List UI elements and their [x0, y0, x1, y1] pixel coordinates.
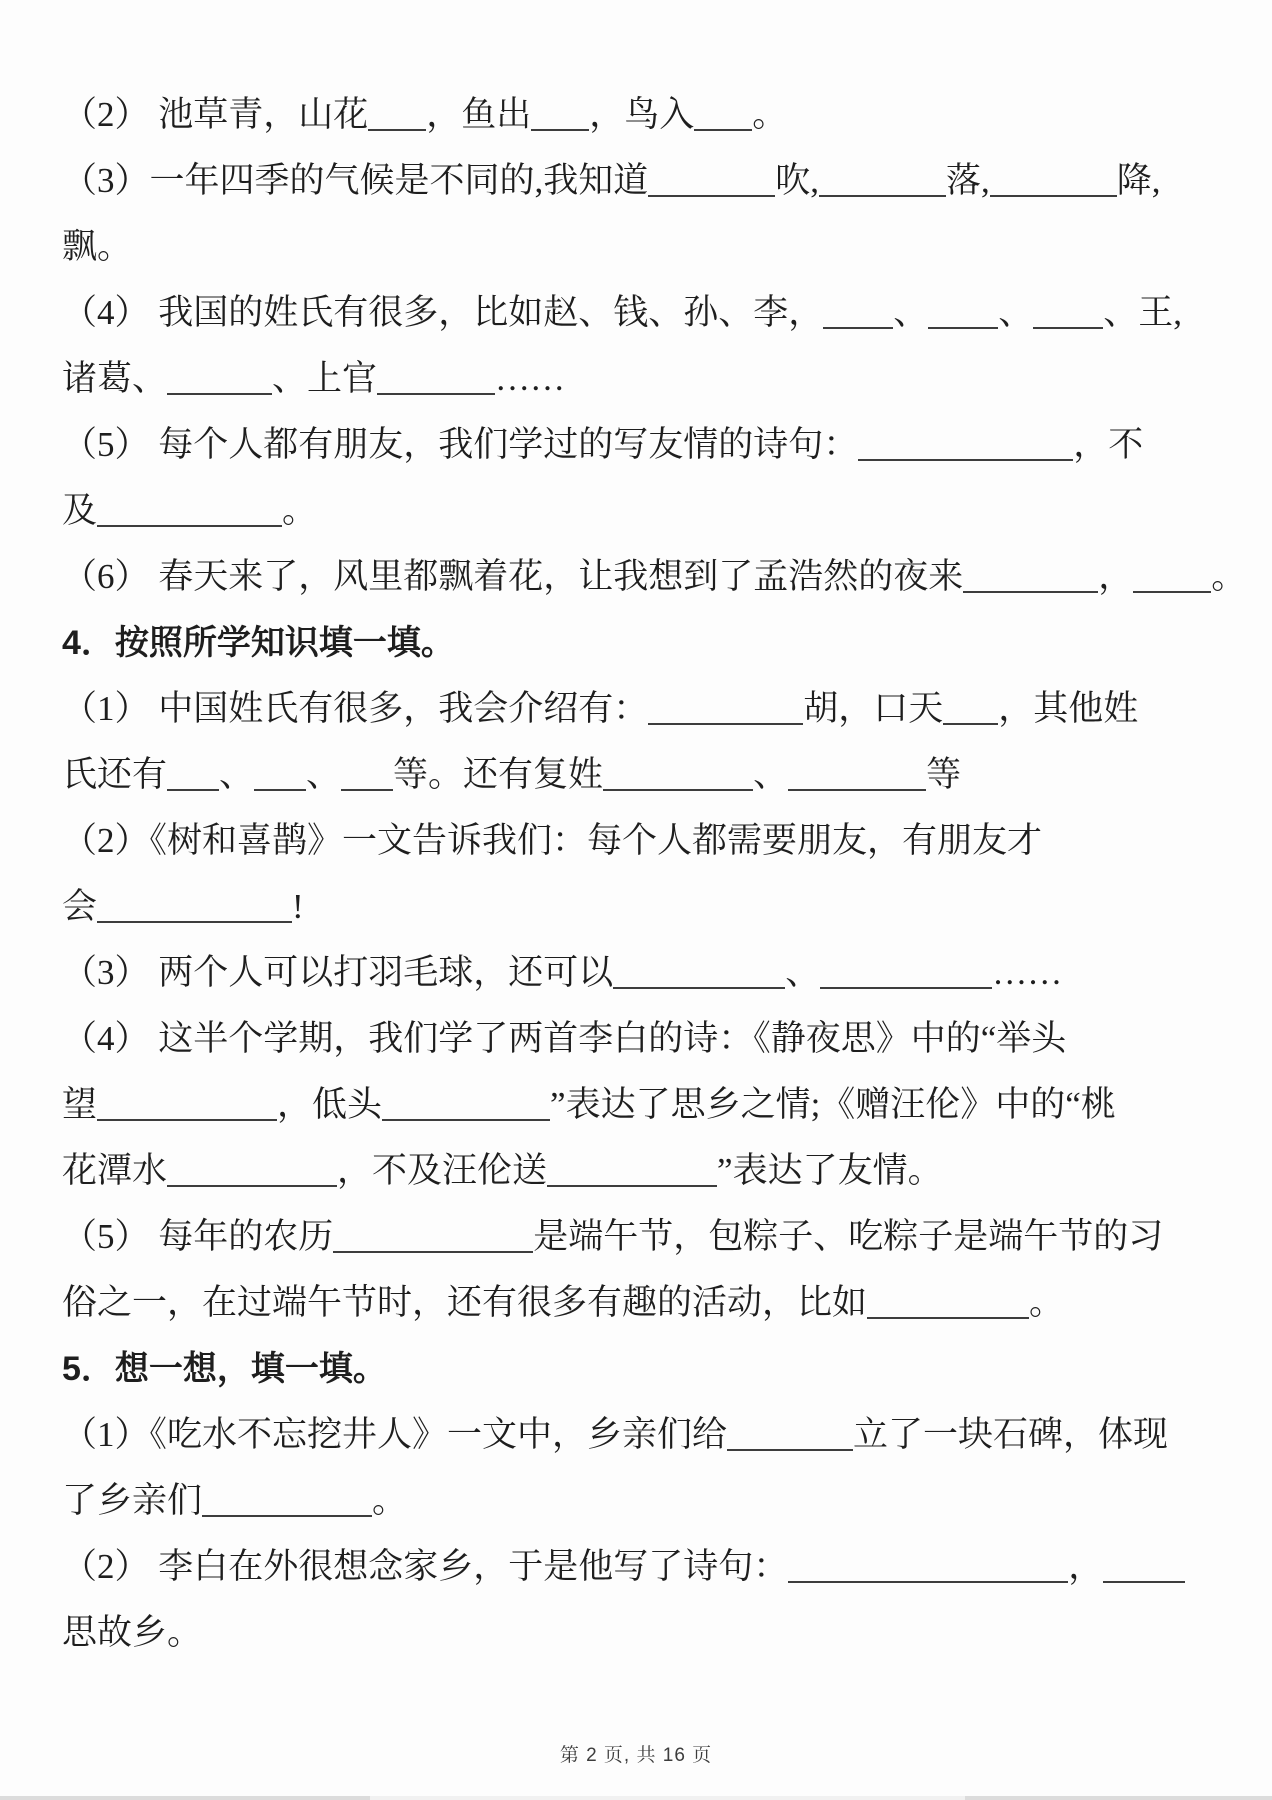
answer-blank	[727, 1419, 853, 1451]
question-line	[62, 1281, 1242, 1347]
question-line	[62, 555, 1247, 621]
answer-blank	[648, 165, 775, 197]
answer-blank	[928, 297, 998, 329]
question-line	[62, 1611, 1242, 1677]
question-line	[62, 819, 1242, 885]
question-line	[62, 489, 1242, 555]
text-segment: 、	[306, 755, 342, 794]
text-segment: （2） 池草青，山花	[62, 95, 369, 134]
answer-blank	[963, 561, 1098, 593]
text-segment: 胡，口天	[803, 689, 944, 728]
text-segment: 花潭水	[62, 1151, 168, 1190]
text-segment: 是端午节，包粽子、吃粽子是端午节的习	[533, 1217, 1164, 1256]
answer-blank	[377, 363, 495, 395]
text-segment: ”表达了友情。	[717, 1151, 943, 1190]
text-segment: ，其他姓	[998, 689, 1139, 728]
separator-middle-segment	[370, 1796, 965, 1800]
section-header	[62, 1347, 1242, 1413]
question-line	[62, 951, 1242, 1017]
question-line	[62, 687, 1242, 753]
text-segment: 。	[1211, 557, 1247, 596]
text-segment: （6） 春天来了，风里都飘着花，让我想到了孟浩然的夜来	[62, 557, 964, 596]
text-segment: （3）一年四季的气候是不同的,我知道	[62, 161, 649, 200]
text-segment: 。	[752, 95, 788, 134]
text-segment: 降,	[1116, 161, 1161, 200]
text-segment: 及	[62, 491, 98, 530]
text-segment: ，鱼出	[426, 95, 532, 134]
answer-blank	[382, 1089, 550, 1121]
text-segment: 会	[62, 887, 98, 926]
text-segment: 落,	[946, 161, 990, 200]
text-segment: ……	[992, 953, 1063, 992]
text-segment: ”表达了思乡之情;《赠汪伦》中的“桃	[550, 1085, 1116, 1124]
text-segment: 、	[998, 293, 1034, 332]
question-line	[62, 1017, 1242, 1083]
answer-blank	[547, 1155, 717, 1187]
answer-blank	[823, 297, 893, 329]
answer-blank	[1133, 561, 1211, 593]
text-segment: 。	[1029, 1283, 1065, 1322]
text-segment: 。	[372, 1481, 408, 1520]
question-line	[62, 291, 1242, 357]
answer-blank	[1033, 297, 1103, 329]
section-header	[62, 621, 1242, 687]
text-segment: 、	[785, 953, 821, 992]
question-line	[62, 1215, 1242, 1281]
question-line	[62, 885, 1242, 951]
answer-blank	[820, 957, 992, 989]
answer-blank	[819, 165, 946, 197]
answer-blank	[167, 1155, 337, 1187]
text-segment: 望	[62, 1085, 98, 1124]
answer-blank	[648, 693, 803, 725]
text-segment: 、上官	[272, 359, 378, 398]
answer-blank	[97, 891, 292, 923]
question-line	[62, 1413, 1242, 1479]
text-segment: ，	[1068, 1547, 1104, 1586]
question-line	[62, 357, 1242, 423]
answer-blank	[788, 1551, 1068, 1583]
answer-blank	[531, 99, 589, 131]
text-segment: （5） 每个人都有朋友，我们学过的写友情的诗句：	[62, 425, 859, 464]
text-segment: 氏还有	[62, 755, 168, 794]
text-segment: （3） 两个人可以打羽毛球，还可以	[62, 953, 614, 992]
page-bottom-separator	[0, 1796, 1272, 1800]
text-segment: （1） 中国姓氏有很多，我会介绍有：	[62, 689, 649, 728]
answer-blank	[613, 957, 785, 989]
answer-blank	[167, 363, 272, 395]
page-number-footer: 第 2 页, 共 16 页	[559, 1745, 713, 1766]
text-segment: ……	[495, 359, 566, 398]
answer-blank	[97, 495, 282, 527]
text-segment: 5．想一想，填一填。	[62, 1350, 387, 1388]
text-segment: 等	[926, 755, 962, 794]
answer-blank	[788, 759, 926, 791]
answer-blank	[333, 1221, 533, 1253]
answer-blank	[603, 759, 753, 791]
text-segment: （1）《吃水不忘挖井人》一文中，乡亲们给	[62, 1415, 728, 1454]
text-segment: !	[292, 887, 304, 926]
answer-blank	[254, 759, 306, 791]
text-segment: 立了一块石碑，体现	[853, 1415, 1169, 1454]
answer-blank	[990, 165, 1117, 197]
text-segment: ，低头	[277, 1085, 383, 1124]
question-line	[62, 93, 1242, 159]
text-segment: ，	[1098, 557, 1134, 596]
question-line	[62, 1545, 1242, 1611]
answer-blank	[1103, 1551, 1185, 1583]
text-segment: 俗之一，在过端午节时，还有很多有趣的活动，比如	[62, 1283, 868, 1322]
answer-blank	[368, 99, 426, 131]
answer-blank	[694, 99, 752, 131]
text-segment: 等。还有复姓	[393, 755, 604, 794]
text-segment: （4） 这半个学期，我们学了两首李白的诗：《静夜思》中的“举头	[62, 1019, 1067, 1058]
text-segment: ，不及汪伦送	[337, 1151, 548, 1190]
text-segment: （4） 我国的姓氏有很多，比如赵、钱、孙、李，	[62, 293, 824, 332]
text-segment: 、	[219, 755, 255, 794]
text-segment: 诸葛、	[62, 359, 168, 398]
question-line	[62, 1083, 1242, 1149]
answer-blank	[943, 693, 998, 725]
text-segment: 、	[893, 293, 929, 332]
answer-blank	[167, 759, 219, 791]
text-segment: 吹,	[775, 161, 820, 200]
text-segment: ，鸟入	[589, 95, 695, 134]
text-segment: 、王,	[1103, 293, 1183, 332]
text-segment: 。	[282, 491, 318, 530]
answer-blank	[202, 1485, 372, 1517]
answer-blank	[341, 759, 393, 791]
text-segment: 了乡亲们	[62, 1481, 203, 1520]
text-segment: 、	[753, 755, 789, 794]
text-segment: ，不	[1073, 425, 1144, 464]
text-segment: （2）《树和喜鹊》一文告诉我们：每个人都需要朋友，有朋友才	[62, 821, 1043, 860]
question-line	[62, 1479, 1242, 1545]
text-segment: 4．按照所学知识填一填。	[62, 624, 455, 662]
answer-blank	[858, 429, 1073, 461]
question-line	[62, 423, 1242, 489]
question-line	[62, 1149, 1242, 1215]
question-line	[62, 159, 1242, 225]
worksheet-content	[62, 93, 1247, 1677]
text-segment: （5） 每年的农历	[62, 1217, 334, 1256]
separator-left-segment	[0, 1796, 370, 1800]
question-line	[62, 753, 1242, 819]
text-segment: 思故乡。	[62, 1613, 203, 1652]
question-line	[62, 225, 1242, 291]
separator-right-segment	[965, 1796, 1272, 1800]
text-segment: （2） 李白在外很想念家乡，于是他写了诗句：	[62, 1547, 789, 1586]
text-segment: 飘。	[62, 227, 133, 266]
answer-blank	[867, 1287, 1029, 1319]
answer-blank	[97, 1089, 277, 1121]
